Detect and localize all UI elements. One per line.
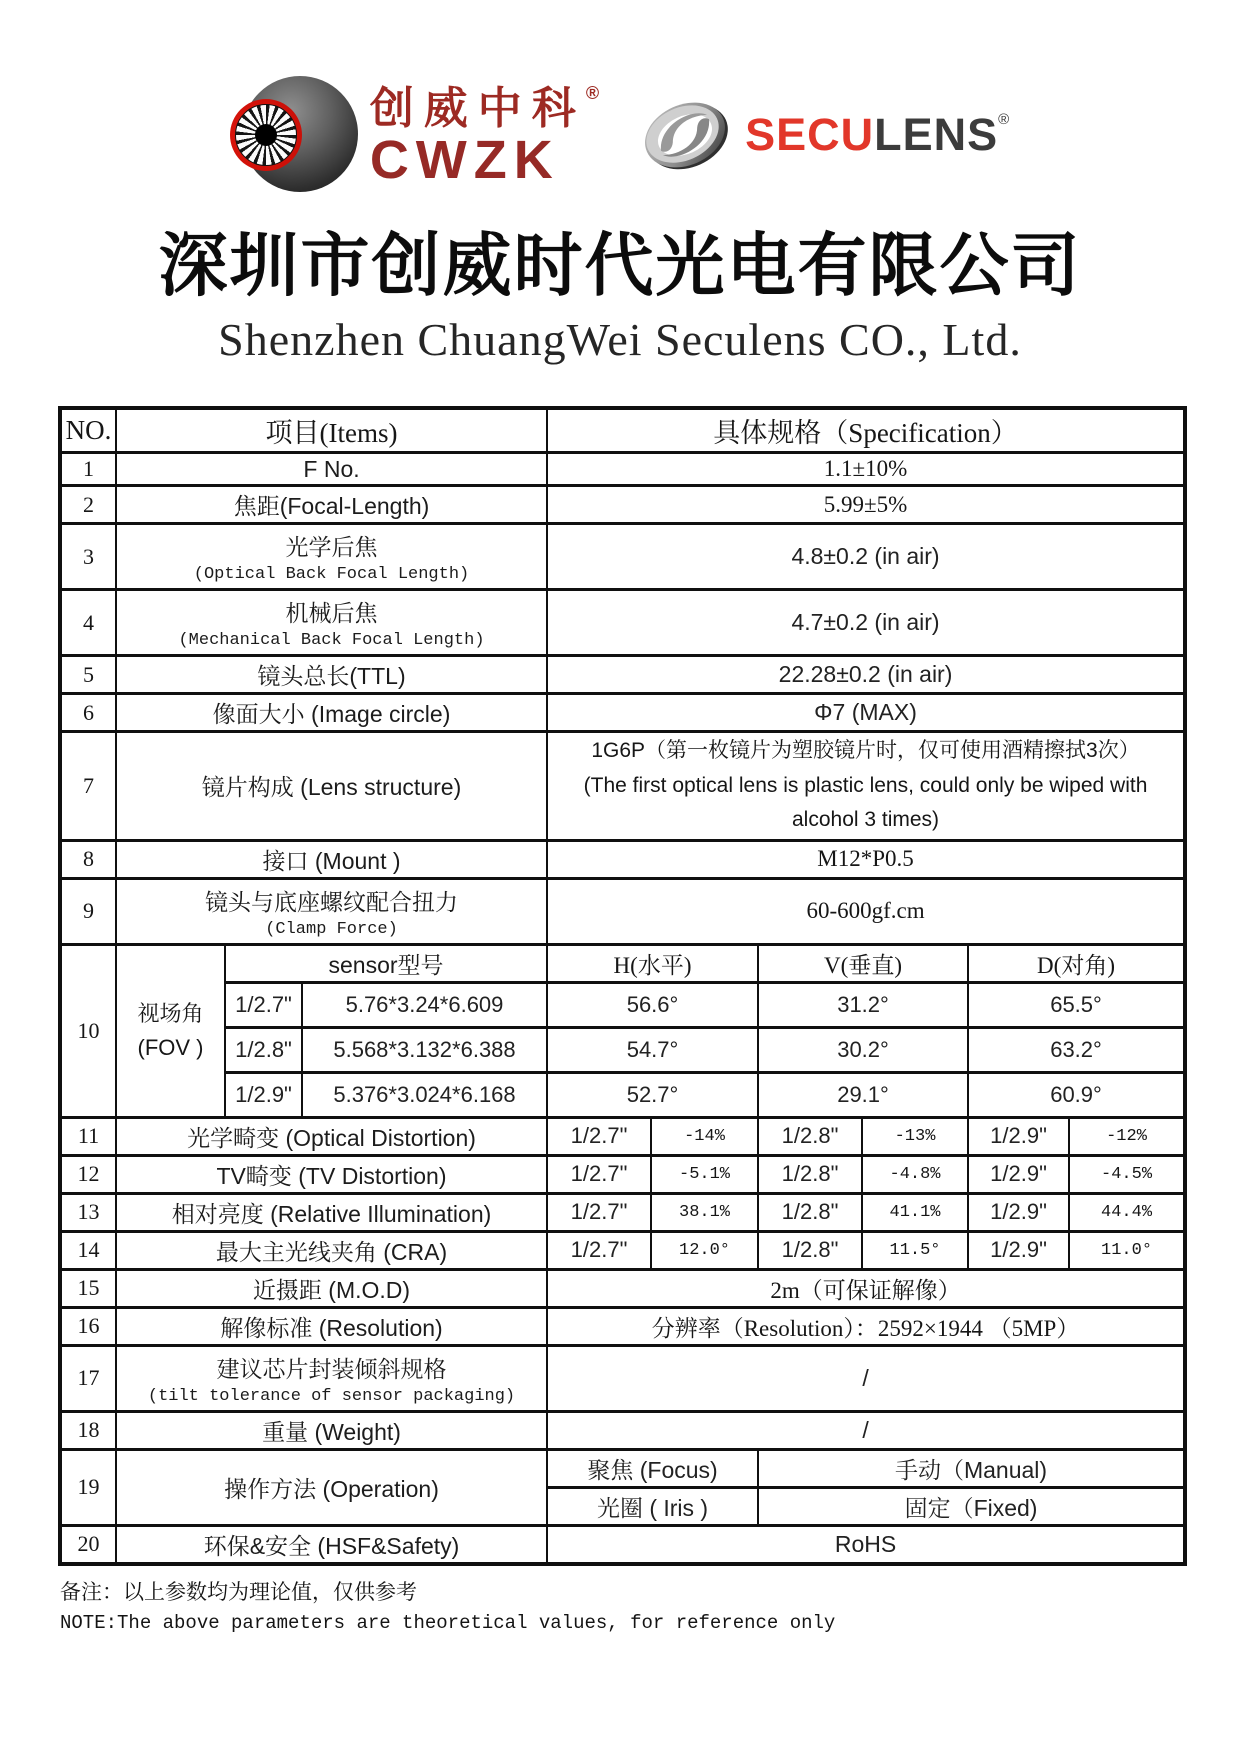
row-5-spec: 22.28±0.2 (in air) — [547, 656, 1185, 694]
row-7-no: 7 — [60, 732, 116, 841]
seculens-disc-icon — [633, 87, 737, 183]
row-8-spec: M12*P0.5 — [547, 840, 1185, 878]
row-19-sub-1 — [60, 1449, 1185, 1487]
row-2-spec: 5.99±5% — [547, 486, 1185, 524]
row-14-size-3: 1/2.9" — [968, 1231, 1069, 1269]
row-4 — [60, 590, 1185, 656]
cwzk-chinese-text: 创威中科 — [369, 83, 586, 133]
fov-row-3-sensor: 5.376*3.024*6.168 — [302, 1072, 547, 1117]
cwzk-registered-mark: ® — [585, 82, 600, 103]
header — [0, 0, 1240, 366]
row-7-spec-line1: 1G6P（第一枚镜片为塑胶镜片时，仅可使用酒精擦拭3次） — [591, 739, 1140, 762]
row-7 — [60, 732, 1185, 841]
row-13-no: 13 — [60, 1193, 116, 1231]
row-14-size-2: 1/2.8" — [758, 1231, 862, 1269]
cwzk-logo — [230, 74, 599, 196]
row-7-spec — [547, 732, 1185, 841]
cwzk-chinese-wordmark — [370, 84, 599, 131]
row-3-item-cn: 光学后焦 — [285, 534, 378, 560]
seculens-wordmark — [745, 109, 1010, 161]
row-17-no: 17 — [60, 1345, 116, 1411]
row-16-item: 解像标准 (Resolution) — [116, 1307, 547, 1345]
row-11-item: 光学畸变 (Optical Distortion) — [116, 1117, 547, 1155]
row-20-spec: RoHS — [547, 1525, 1185, 1564]
fov-row-2-h: 54.7° — [547, 1027, 758, 1072]
row-18 — [60, 1411, 1185, 1449]
row-12-item: TV畸变 (TV Distortion) — [116, 1155, 547, 1193]
seculens-secu-text: SECU — [745, 109, 875, 160]
row-8-no: 8 — [60, 840, 116, 878]
seculens-logo — [633, 87, 1010, 183]
row-11-value-2: -13% — [862, 1117, 968, 1155]
row-11 — [60, 1117, 1185, 1155]
row-5-no: 5 — [60, 656, 116, 694]
logo-row — [0, 70, 1240, 200]
row-2-no: 2 — [60, 486, 116, 524]
row-3-item-en: (Optical Back Focal Length) — [193, 565, 470, 584]
row-14-size-1: 1/2.7" — [547, 1231, 651, 1269]
row-9-item-en: (Clamp Force) — [265, 919, 398, 939]
fov-row-1-v: 31.2° — [758, 982, 968, 1027]
fov-row-3-v: 29.1° — [758, 1072, 968, 1117]
row-13 — [60, 1193, 1185, 1231]
row-13-value-3: 44.4% — [1069, 1193, 1185, 1231]
h-header: H(水平) — [547, 944, 758, 982]
row-9-spec: 60-600gf.cm — [547, 878, 1185, 944]
row-8 — [60, 840, 1185, 878]
row-18-item: 重量 (Weight) — [116, 1411, 547, 1449]
fov-row-2-v: 30.2° — [758, 1027, 968, 1072]
row-19-iris-value: 固定（Fixed) — [758, 1487, 1185, 1525]
row-11-size-2: 1/2.8" — [758, 1117, 862, 1155]
row-12-size-3: 1/2.9" — [968, 1155, 1069, 1193]
row-20-item: 环保&安全 (HSF&Safety) — [116, 1525, 547, 1564]
row-9 — [60, 878, 1185, 944]
row-18-no: 18 — [60, 1411, 116, 1449]
seculens-registered-mark: ® — [998, 111, 1011, 128]
row-12 — [60, 1155, 1185, 1193]
row-19-no: 19 — [60, 1449, 116, 1525]
row-12-value-1: -5.1% — [651, 1155, 758, 1193]
row-3-item — [116, 524, 547, 590]
row-16-no: 16 — [60, 1307, 116, 1345]
lens-pupil-shape — [255, 124, 277, 146]
note-cn: 备注：以上参数均为理论值，仅供参考 — [60, 1580, 417, 1604]
row-9-item — [116, 878, 547, 944]
row-5-item: 镜头总长(TTL) — [116, 656, 547, 694]
row-6-item: 像面大小 (Image circle) — [116, 694, 547, 732]
cwzk-wordmark — [369, 82, 600, 190]
row-10-sensor-header — [60, 944, 1185, 982]
row-12-size-2: 1/2.8" — [758, 1155, 862, 1193]
cwzk-lens-icon — [230, 74, 360, 196]
row-13-value-2: 41.1% — [862, 1193, 968, 1231]
row-12-value-2: -4.8% — [862, 1155, 968, 1193]
fov-row-3-d: 60.9° — [968, 1072, 1185, 1117]
row-4-item — [116, 590, 547, 656]
row-3-spec: 4.8±0.2 (in air) — [547, 524, 1185, 590]
row-9-no: 9 — [60, 878, 116, 944]
header-no: NO. — [60, 408, 116, 453]
fov-label-en: (FOV ) — [137, 1034, 204, 1060]
row-4-no: 4 — [60, 590, 116, 656]
fov-row-3-size: 1/2.9" — [225, 1072, 302, 1117]
spec-table — [58, 406, 1187, 1566]
table-header-row — [60, 408, 1185, 453]
row-1-item: F No. — [116, 453, 547, 486]
row-17-item-cn: 建议芯片封装倾斜规格 — [216, 1355, 447, 1382]
company-name-cn: 深圳市创威时代光电有限公司 — [158, 227, 1082, 304]
row-17-spec: / — [547, 1345, 1185, 1411]
row-6-no: 6 — [60, 694, 116, 732]
row-13-size-1: 1/2.7" — [547, 1193, 651, 1231]
fov-row-1-d: 65.5° — [968, 982, 1185, 1027]
fov-row-3-h: 52.7° — [547, 1072, 758, 1117]
row-3 — [60, 524, 1185, 590]
fov-row-1-sensor: 5.76*3.24*6.609 — [302, 982, 547, 1027]
row-15-item: 近摄距 (M.O.D) — [116, 1269, 547, 1307]
row-11-value-1: -14% — [651, 1117, 758, 1155]
row-2-item: 焦距(Focal-Length) — [116, 486, 547, 524]
row-7-item: 镜片构成 (Lens structure) — [116, 732, 547, 841]
seculens-lens-text: LENS — [874, 109, 999, 160]
row-17 — [60, 1345, 1185, 1411]
row-12-size-1: 1/2.7" — [547, 1155, 651, 1193]
row-19-iris-key: 光圈 ( Iris ) — [547, 1487, 758, 1525]
row-8-item: 接口 (Mount ) — [116, 840, 547, 878]
row-1-no: 1 — [60, 453, 116, 486]
row-6-spec: Φ7 (MAX) — [547, 694, 1185, 732]
row-11-value-3: -12% — [1069, 1117, 1185, 1155]
cwzk-latin-wordmark: CWZK — [369, 129, 560, 190]
row-15 — [60, 1269, 1185, 1307]
fov-row-1 — [60, 982, 1185, 1027]
row-2 — [60, 486, 1185, 524]
row-14-no: 14 — [60, 1231, 116, 1269]
row-18-spec: / — [547, 1411, 1185, 1449]
row-1-spec: 1.1±10% — [547, 453, 1185, 486]
note-en: NOTE:The above parameters are theoretical values, for reference only — [60, 1611, 836, 1634]
row-20-no: 20 — [60, 1525, 116, 1564]
row-5 — [60, 656, 1185, 694]
row-9-item-cn: 镜头与底座螺纹配合扭力 — [205, 888, 458, 915]
row-10-fov-label — [116, 944, 225, 1117]
row-15-spec: 2m（可保证解像） — [547, 1269, 1185, 1307]
row-14-value-1: 12.0° — [651, 1231, 758, 1269]
fov-label-cn: 视场角 — [137, 1000, 204, 1026]
row-3-no: 3 — [60, 524, 116, 590]
row-16-spec: 分辨率（Resolution）：2592×1944 （5MP） — [547, 1307, 1185, 1345]
row-11-no: 11 — [60, 1117, 116, 1155]
row-14-value-3: 11.0° — [1069, 1231, 1185, 1269]
fov-row-1-size: 1/2.7" — [225, 982, 302, 1027]
row-19-focus-value: 手动（Manual) — [758, 1449, 1185, 1487]
d-header: D(对角) — [968, 944, 1185, 982]
fov-row-2 — [60, 1027, 1185, 1072]
row-11-size-1: 1/2.7" — [547, 1117, 651, 1155]
header-spec: 具体规格（Specification） — [547, 408, 1185, 453]
row-13-size-2: 1/2.8" — [758, 1193, 862, 1231]
fov-row-3 — [60, 1072, 1185, 1117]
row-12-value-3: -4.5% — [1069, 1155, 1185, 1193]
row-13-size-3: 1/2.9" — [968, 1193, 1069, 1231]
row-19-item: 操作方法 (Operation) — [116, 1449, 547, 1525]
row-14-value-2: 11.5° — [862, 1231, 968, 1269]
row-10-no: 10 — [60, 944, 116, 1117]
row-4-spec: 4.7±0.2 (in air) — [547, 590, 1185, 656]
row-17-item-en: (tilt tolerance of sensor packaging) — [147, 1386, 516, 1406]
fov-row-2-sensor: 5.568*3.132*6.388 — [302, 1027, 547, 1072]
row-1 — [60, 453, 1185, 486]
row-4-item-cn: 机械后焦 — [285, 600, 378, 626]
row-14-item: 最大主光线夹角 (CRA) — [116, 1231, 547, 1269]
row-15-no: 15 — [60, 1269, 116, 1307]
row-11-size-3: 1/2.9" — [968, 1117, 1069, 1155]
sensor-type-header: sensor型号 — [225, 944, 547, 982]
fov-row-2-size: 1/2.8" — [225, 1027, 302, 1072]
row-14 — [60, 1231, 1185, 1269]
header-items: 项目(Items) — [116, 408, 547, 453]
row-13-item: 相对亮度 (Relative Illumination) — [116, 1193, 547, 1231]
row-17-item — [116, 1345, 547, 1411]
row-7-spec-line2: (The first optical lens is plastic lens, could only be wiped with alcohol 3 times) — [583, 773, 1148, 832]
fov-row-1-h: 56.6° — [547, 982, 758, 1027]
row-16 — [60, 1307, 1185, 1345]
fov-row-2-d: 63.2° — [968, 1027, 1185, 1072]
row-13-value-1: 38.1% — [651, 1193, 758, 1231]
row-19-focus-key: 聚焦 (Focus) — [547, 1449, 758, 1487]
v-header: V(垂直) — [758, 944, 968, 982]
footer-notes — [60, 1576, 1240, 1634]
row-12-no: 12 — [60, 1155, 116, 1193]
row-6 — [60, 694, 1185, 732]
row-20 — [60, 1525, 1185, 1564]
company-name-en: Shenzhen ChuangWei Seculens CO., Ltd. — [218, 314, 1022, 365]
row-4-item-en: (Mechanical Back Focal Length) — [178, 631, 485, 650]
